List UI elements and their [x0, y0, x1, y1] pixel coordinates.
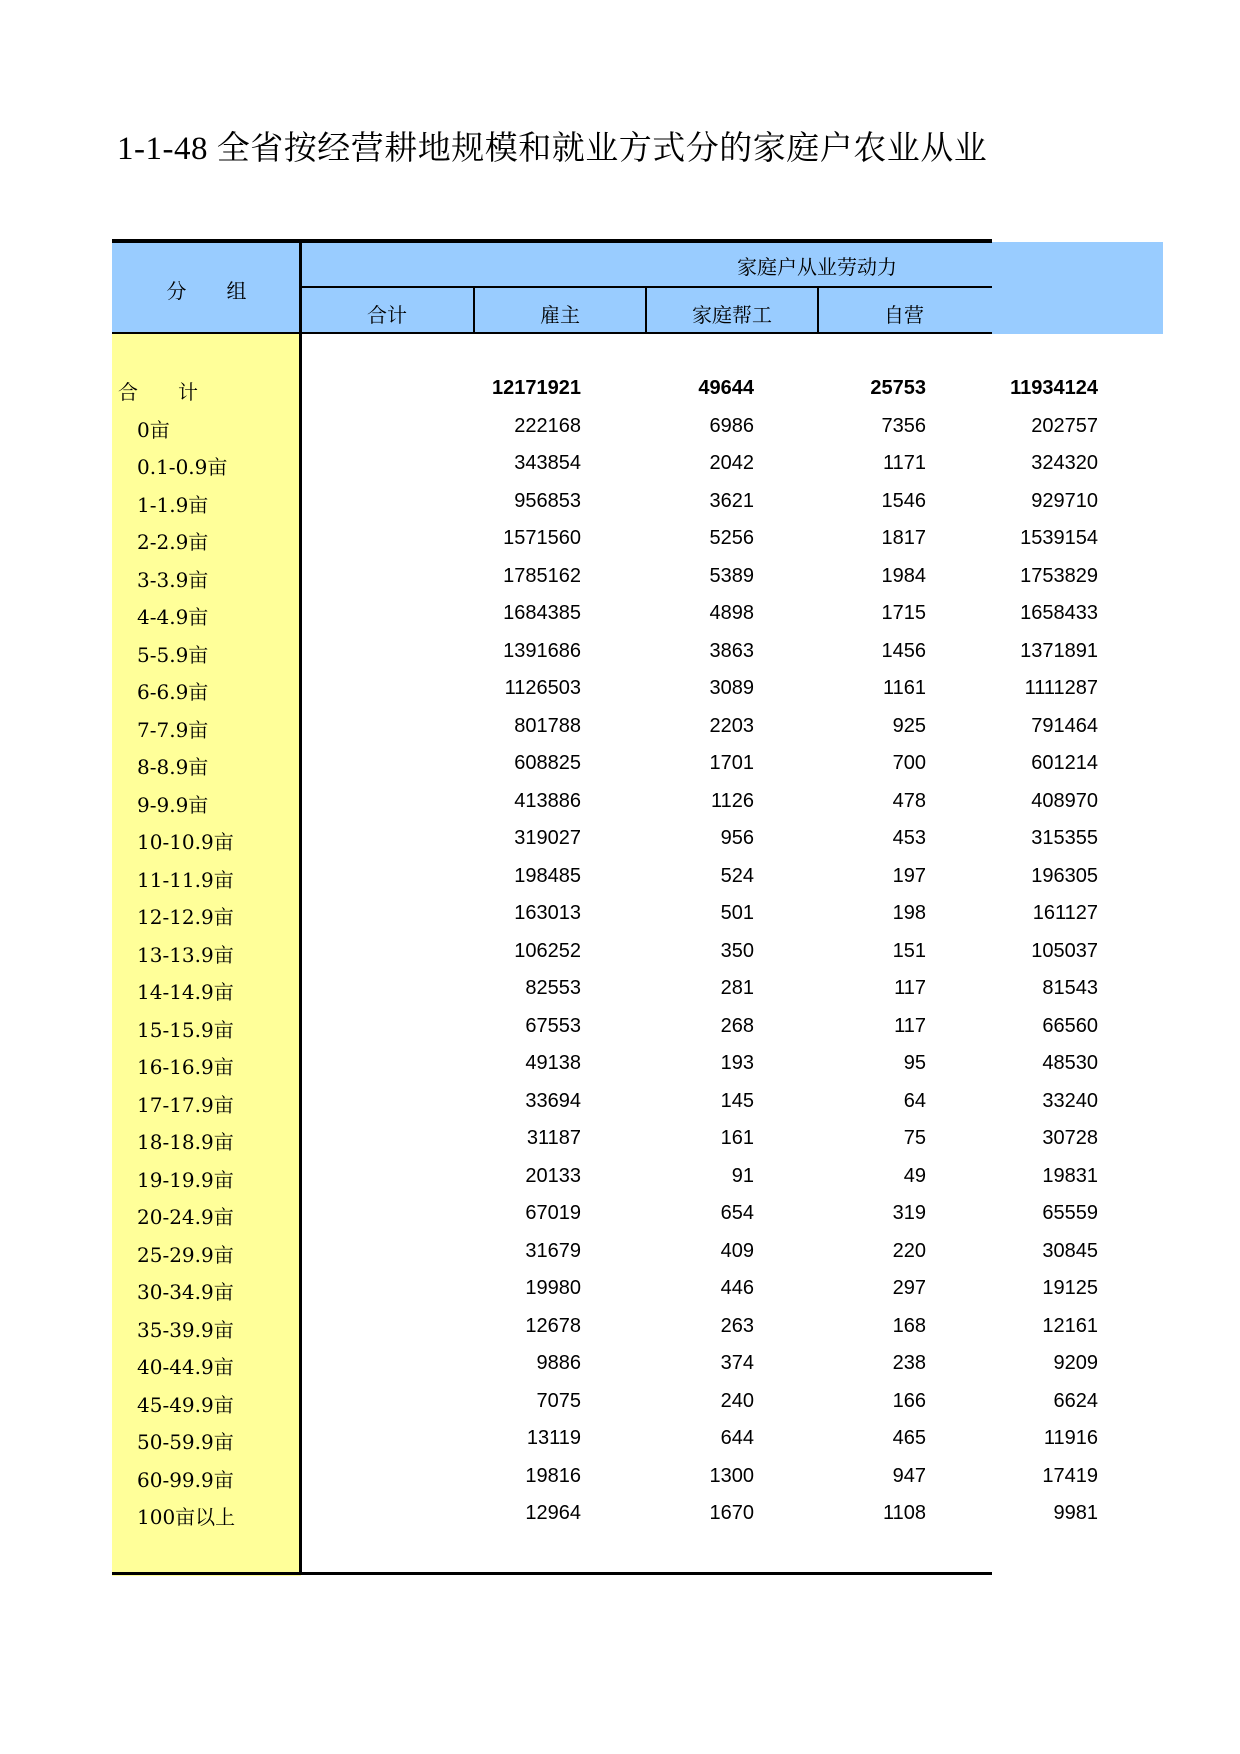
value-family-helper: 198	[892, 902, 926, 924]
value-total: 319027	[514, 827, 581, 849]
value-family-helper: 64	[903, 1089, 926, 1112]
value-total: 801788	[514, 714, 581, 737]
value-self-employed: 105037	[1031, 939, 1098, 962]
table-row	[112, 1233, 1098, 1270]
value-employer: 161	[720, 1127, 754, 1149]
table-row	[112, 1083, 1098, 1120]
value-self-employed: 202757	[1031, 414, 1098, 437]
row-label: 3-3.9亩	[137, 567, 209, 592]
value-employer: 374	[720, 1352, 754, 1374]
value-self-employed: 601214	[1031, 752, 1098, 774]
value-self-employed: 408970	[1031, 789, 1098, 812]
value-total: 1126503	[504, 677, 581, 699]
value-employer: 240	[720, 1389, 754, 1412]
row-label: 7-7.9亩	[137, 717, 209, 742]
row-label: 45-49.9亩	[137, 1392, 234, 1417]
value-family-helper: 1108	[882, 1502, 926, 1524]
value-total: 343854	[514, 452, 581, 474]
value-family-helper: 197	[892, 864, 926, 887]
value-employer: 268	[720, 1014, 754, 1037]
value-employer: 2042	[709, 452, 754, 474]
value-employer: 3089	[709, 677, 754, 699]
value-family-helper: 319	[892, 1202, 926, 1224]
value-family-helper: 478	[892, 789, 926, 812]
value-self-employed: 161127	[1032, 902, 1098, 924]
row-label: 12-12.9亩	[137, 905, 234, 929]
table-row	[112, 1120, 1098, 1157]
column-header-employer: 雇主	[540, 303, 580, 327]
value-total: 7075	[536, 1389, 581, 1412]
row-label: 30-34.9亩	[137, 1280, 234, 1304]
row-label: 9-9.9亩	[137, 792, 209, 817]
table-bottom-border	[112, 1572, 992, 1575]
value-employer: 956	[720, 827, 754, 849]
value-self-employed: 81543	[1042, 977, 1098, 999]
table-row	[112, 708, 1098, 745]
table-row-total	[112, 370, 1098, 407]
value-total: 198485	[514, 864, 581, 887]
value-family-helper: 1715	[881, 602, 926, 624]
value-family-helper: 25753	[870, 377, 926, 399]
value-employer: 1126	[710, 789, 754, 812]
row-label: 1-1.9亩	[137, 492, 209, 517]
value-self-employed: 315355	[1031, 827, 1098, 849]
value-self-employed: 791464	[1031, 714, 1098, 737]
table-row	[112, 1270, 1098, 1307]
value-family-helper: 151	[892, 939, 926, 962]
value-employer: 49644	[698, 377, 754, 399]
value-self-employed: 1111287	[1024, 677, 1098, 699]
value-self-employed: 30728	[1042, 1127, 1098, 1149]
value-self-employed: 33240	[1042, 1089, 1098, 1112]
value-self-employed: 11916	[1043, 1427, 1098, 1449]
value-employer: 1670	[709, 1502, 754, 1524]
row-label: 8-8.9亩	[137, 755, 209, 779]
value-family-helper: 117	[894, 977, 926, 999]
table-row	[112, 970, 1098, 1007]
row-label: 13-13.9亩	[137, 942, 234, 967]
table-row	[112, 820, 1098, 857]
table-row	[112, 408, 1098, 445]
value-total: 67019	[525, 1202, 581, 1224]
value-total: 12678	[525, 1314, 581, 1337]
value-family-helper: 75	[903, 1127, 926, 1149]
value-total: 1391686	[503, 639, 581, 662]
table-row	[112, 858, 1098, 895]
value-employer: 6986	[709, 414, 754, 437]
column-header-self-employed: 自营	[884, 303, 924, 327]
value-family-helper: 238	[892, 1352, 926, 1374]
table-row	[112, 633, 1098, 670]
row-label: 16-16.9亩	[137, 1055, 234, 1079]
value-self-employed: 196305	[1031, 864, 1098, 887]
value-total: 67553	[525, 1014, 581, 1037]
value-employer: 4898	[709, 602, 754, 624]
value-total: 1684385	[503, 602, 581, 624]
value-self-employed: 48530	[1042, 1052, 1098, 1074]
value-self-employed: 12161	[1042, 1314, 1098, 1337]
value-self-employed: 17419	[1042, 1464, 1098, 1487]
table-row	[112, 933, 1098, 970]
row-label: 10-10.9亩	[137, 830, 234, 854]
value-employer: 281	[720, 977, 754, 999]
row-label: 17-17.9亩	[137, 1092, 234, 1117]
value-family-helper: 925	[892, 714, 926, 737]
value-total: 19816	[525, 1464, 581, 1487]
value-total: 31187	[526, 1127, 581, 1149]
table-row	[112, 895, 1098, 932]
table-row	[112, 1495, 1098, 1532]
value-self-employed: 65559	[1042, 1202, 1098, 1224]
table-row	[112, 1383, 1098, 1420]
row-label: 35-39.9亩	[137, 1317, 234, 1342]
column-header-family-helper: 家庭帮工	[692, 303, 772, 327]
value-employer: 5256	[709, 527, 754, 549]
table-row	[112, 445, 1098, 482]
value-self-employed: 929710	[1031, 489, 1098, 512]
value-total: 9886	[536, 1352, 581, 1374]
row-label: 40-44.9亩	[137, 1355, 234, 1379]
value-family-helper: 168	[892, 1314, 926, 1337]
value-total: 13119	[526, 1427, 581, 1449]
table-row	[112, 1458, 1098, 1495]
row-label: 50-59.9亩	[137, 1430, 234, 1454]
value-family-helper: 947	[892, 1464, 926, 1487]
value-employer: 350	[720, 939, 754, 962]
table-row	[112, 595, 1098, 632]
value-total: 31679	[525, 1239, 581, 1262]
value-family-helper: 117	[894, 1014, 926, 1037]
value-total: 82553	[525, 977, 581, 999]
value-family-helper: 1984	[881, 564, 926, 587]
row-label: 0亩	[137, 417, 170, 442]
value-family-helper: 1546	[881, 489, 926, 512]
row-label: 0.1-0.9亩	[137, 455, 228, 479]
value-self-employed: 19831	[1042, 1164, 1098, 1187]
table-row	[112, 783, 1098, 820]
value-self-employed: 9981	[1053, 1502, 1098, 1524]
value-family-helper: 700	[892, 752, 926, 774]
row-label: 5-5.9亩	[137, 642, 209, 667]
row-label: 20-24.9亩	[137, 1205, 234, 1229]
value-self-employed: 66560	[1042, 1014, 1098, 1037]
value-total: 12964	[525, 1502, 581, 1524]
value-employer: 501	[720, 902, 754, 924]
value-employer: 193	[720, 1052, 754, 1074]
row-label: 4-4.9亩	[137, 605, 209, 629]
value-total: 33694	[525, 1089, 581, 1112]
value-family-helper: 220	[892, 1239, 926, 1262]
table-row	[112, 1345, 1098, 1382]
value-total: 20133	[525, 1164, 581, 1187]
column-header-total: 合计	[367, 303, 407, 327]
value-employer: 91	[731, 1164, 754, 1187]
value-self-employed: 19125	[1042, 1277, 1098, 1299]
row-label: 11-11.9亩	[137, 867, 234, 892]
table-row	[112, 670, 1098, 707]
value-total: 12171921	[492, 377, 581, 399]
value-total: 49138	[525, 1052, 581, 1074]
value-family-helper: 166	[892, 1389, 926, 1412]
value-employer: 446	[720, 1277, 754, 1299]
row-label: 15-15.9亩	[137, 1017, 234, 1042]
value-self-employed: 30845	[1042, 1239, 1098, 1262]
table-row	[112, 745, 1098, 782]
page-title: 1-1-48 全省按经营耕地规模和就业方式分的家庭户农业从业	[117, 131, 988, 167]
value-family-helper: 49	[903, 1164, 926, 1187]
value-self-employed: 6624	[1053, 1389, 1098, 1412]
table-row	[112, 520, 1098, 557]
value-total: 222168	[514, 414, 581, 437]
row-label: 18-18.9亩	[137, 1130, 234, 1154]
row-label: 60-99.9亩	[137, 1467, 234, 1492]
row-label: 6-6.9亩	[137, 680, 209, 704]
value-total: 1785162	[503, 564, 581, 587]
value-family-helper: 297	[892, 1277, 926, 1299]
table-row	[112, 1158, 1098, 1195]
value-family-helper: 7356	[881, 414, 926, 437]
row-label: 2-2.9亩	[137, 530, 209, 554]
row-label: 合 计	[118, 380, 198, 404]
value-employer: 1701	[709, 752, 754, 774]
row-label: 14-14.9亩	[137, 980, 234, 1004]
value-employer: 2203	[709, 714, 754, 737]
row-label: 100亩以上	[137, 1505, 236, 1529]
value-family-helper: 453	[892, 827, 926, 849]
value-family-helper: 1171	[882, 452, 926, 474]
table-row	[112, 1308, 1098, 1345]
value-total: 163013	[514, 902, 581, 924]
table-top-border	[112, 239, 992, 243]
value-self-employed: 11934124	[1010, 377, 1098, 399]
table-row	[112, 1008, 1098, 1045]
value-self-employed: 1753829	[1020, 564, 1098, 587]
table-row	[112, 558, 1098, 595]
value-total: 1571560	[503, 527, 581, 549]
labor-force-header: 家庭户从业劳动力	[737, 255, 897, 279]
row-label: 19-19.9亩	[137, 1167, 234, 1192]
value-employer: 1300	[709, 1464, 754, 1487]
value-employer: 145	[720, 1089, 754, 1112]
header-bottom-border	[112, 332, 992, 334]
table-row	[112, 1195, 1098, 1232]
value-employer: 5389	[709, 564, 754, 587]
value-family-helper: 1817	[881, 527, 926, 549]
value-employer: 409	[720, 1239, 754, 1262]
row-label: 25-29.9亩	[137, 1242, 234, 1267]
value-family-helper: 1456	[881, 639, 926, 662]
value-total: 413886	[514, 789, 581, 812]
value-total: 106252	[514, 939, 581, 962]
value-family-helper: 465	[892, 1427, 926, 1449]
value-family-helper: 95	[903, 1052, 926, 1074]
value-employer: 3621	[709, 489, 754, 512]
table-row	[112, 1045, 1098, 1082]
value-total: 956853	[514, 489, 581, 512]
table-row	[112, 483, 1098, 520]
value-employer: 3863	[709, 639, 754, 662]
value-total: 608825	[514, 752, 581, 774]
value-employer: 644	[720, 1427, 754, 1449]
value-employer: 263	[720, 1314, 754, 1337]
table-row	[112, 1420, 1098, 1457]
value-self-employed: 1658433	[1020, 602, 1098, 624]
group-header: 分 组	[166, 279, 247, 303]
value-self-employed: 9209	[1053, 1352, 1098, 1374]
value-employer: 524	[720, 864, 754, 887]
value-family-helper: 1161	[882, 677, 926, 699]
value-self-employed: 324320	[1031, 452, 1098, 474]
value-self-employed: 1539154	[1020, 527, 1098, 549]
value-employer: 654	[720, 1202, 754, 1224]
value-total: 19980	[525, 1277, 581, 1299]
value-self-employed: 1371891	[1020, 639, 1098, 662]
